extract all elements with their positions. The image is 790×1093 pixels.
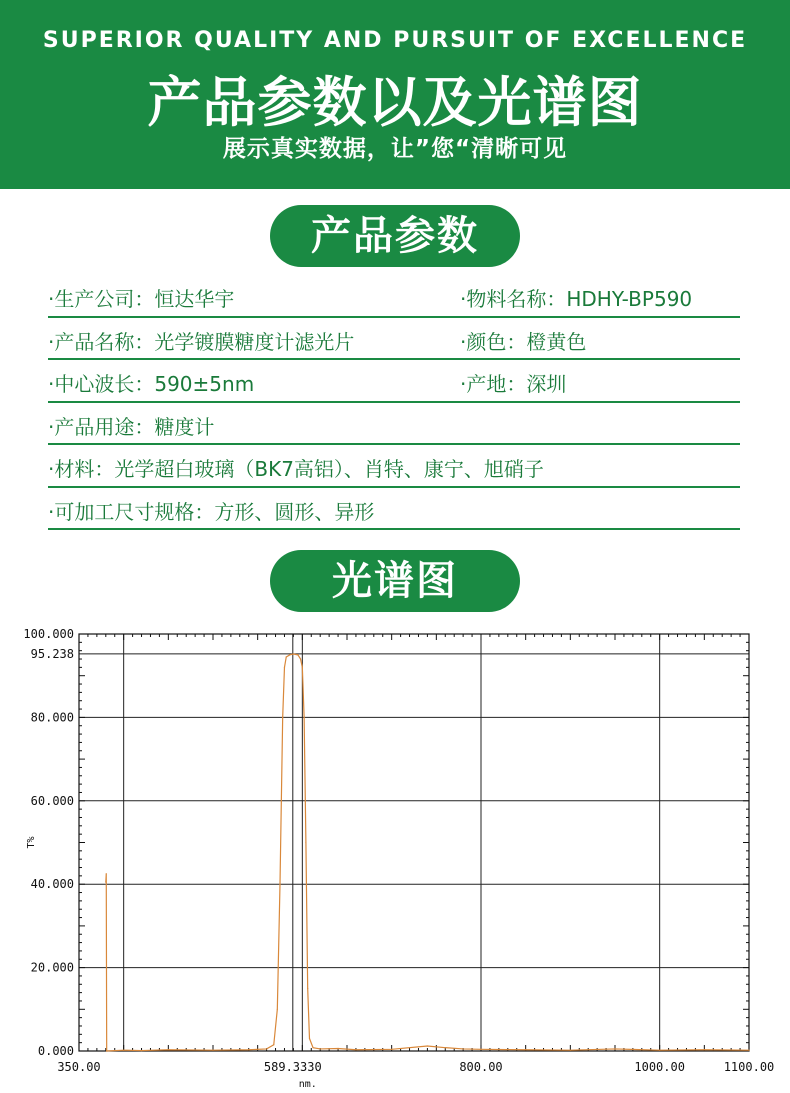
data-point [480, 1049, 481, 1050]
y-tick-label: 80.000 [30, 710, 74, 725]
banner-subtitle: 展示真实数据，让”您“清晰可见 [222, 136, 568, 162]
param-color: ·颜色：橙黄色 [460, 329, 587, 354]
data-point [445, 1047, 446, 1048]
data-point [105, 882, 106, 883]
param-material-name: ·物料名称：HDHY-BP590 [460, 287, 693, 311]
data-point [279, 884, 280, 885]
data-point [614, 1048, 615, 1049]
data-point [355, 1049, 356, 1050]
param-origin: ·产地：深圳 [460, 372, 567, 396]
param-material: ·材料：光学超白玻璃（BK7高铝）、肖特、康宁、旭硝子 [48, 457, 544, 481]
data-point [337, 1048, 338, 1049]
data-point [391, 1049, 392, 1050]
y-tick-label: 95.238 [30, 646, 74, 661]
banner-english-headline: SUPERIOR QUALITY AND PURSUIT OF EXCELLENCE [42, 28, 748, 53]
y-tick-label: 60.000 [30, 793, 74, 808]
y-tick-label: 100.000 [23, 627, 74, 641]
data-point [463, 1048, 464, 1049]
data-point [300, 658, 301, 659]
data-point [309, 1038, 310, 1039]
data-point [289, 654, 290, 655]
y-tick-label: 20.000 [30, 960, 74, 975]
data-point [304, 717, 305, 718]
data-point [293, 653, 294, 654]
params-row [48, 318, 740, 361]
y-tick-label: 0.000 [37, 1044, 74, 1058]
data-point [704, 1049, 705, 1050]
data-point [748, 1050, 749, 1051]
params-row [48, 275, 740, 318]
x-tick-label: 1100.00 [723, 1060, 775, 1074]
data-point [305, 842, 306, 843]
data-point [320, 1048, 321, 1049]
data-point [570, 1050, 571, 1051]
series-group [105, 653, 749, 1051]
data-point [273, 1044, 274, 1045]
data-point [266, 1048, 267, 1049]
data-point [525, 1049, 526, 1050]
y-tick-label: 40.000 [30, 877, 74, 892]
banner-title: 产品参数以及光谱图 [147, 71, 643, 134]
data-point [659, 1050, 660, 1051]
param-usage: ·产品用途：糖度计 [48, 414, 215, 439]
param-center-wavelength: ·中心波长：590±5nm [48, 372, 255, 396]
plot-border [79, 634, 749, 1051]
x-axis-ticks [57, 1060, 774, 1074]
series-line [106, 654, 749, 1051]
data-point [282, 717, 283, 718]
x-tick-label: 350.00 [57, 1060, 101, 1074]
x-tick-label: 589.3330 [263, 1060, 322, 1074]
x-axis-label: nm. [298, 1079, 317, 1090]
chart-grid [79, 634, 749, 1051]
data-point [307, 988, 308, 989]
params-row [48, 488, 740, 531]
data-point [427, 1045, 428, 1046]
data-point [141, 1050, 142, 1051]
params-row [48, 360, 740, 403]
data-point [312, 1047, 313, 1048]
params-table [48, 275, 740, 530]
x-tick-label: 1000.00 [634, 1060, 685, 1074]
spectrum-chart [0, 620, 790, 1093]
data-point [286, 656, 287, 657]
section-heading-params: 产品参数 [270, 205, 520, 267]
data-point [106, 1050, 107, 1051]
params-row [48, 445, 740, 488]
data-point [106, 873, 107, 874]
data-point [212, 1050, 213, 1051]
params-row [48, 403, 740, 446]
data-point [123, 1050, 124, 1051]
data-point [284, 667, 285, 668]
plot-frame [79, 634, 749, 1051]
data-point [168, 1049, 169, 1050]
section-heading-spectrum: 光谱图 [270, 550, 520, 612]
param-product-name: ·产品名称：光学镀膜糖度计滤光片 [48, 329, 355, 354]
data-point [248, 1049, 249, 1050]
x-tick-label: 800.00 [459, 1060, 503, 1074]
data-point [302, 667, 303, 668]
data-point [297, 654, 298, 655]
data-point [277, 1009, 278, 1010]
y-axis-label: T% [26, 836, 37, 849]
param-company: ·生产公司：恒达华宇 [48, 287, 235, 311]
param-sizes: ·可加工尺寸规格：方形、圆形、异形 [48, 499, 375, 524]
header-banner [0, 0, 790, 189]
